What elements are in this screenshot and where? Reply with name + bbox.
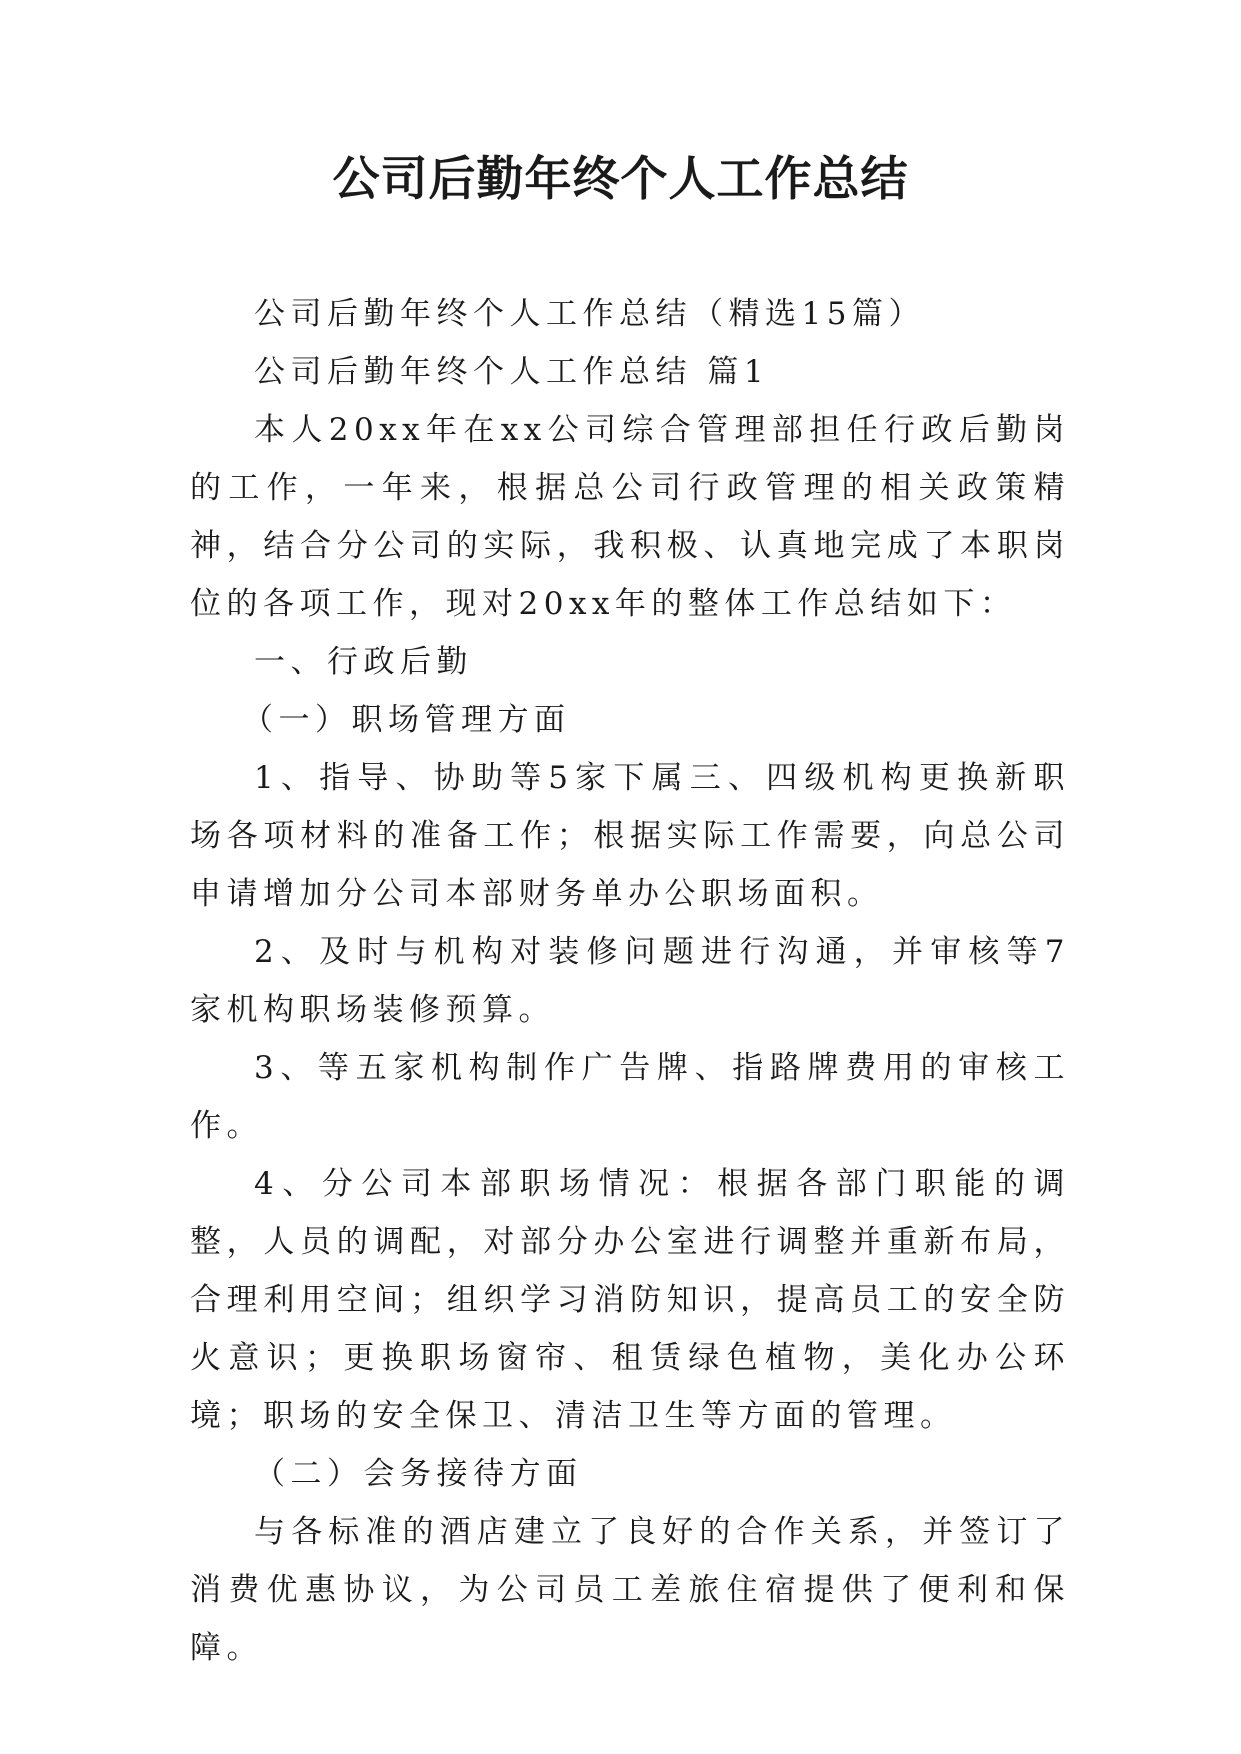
paragraph-section-heading: 公司后勤年终个人工作总结 篇1 [254, 354, 770, 390]
paragraph-reception-text: 与各标准的酒店建立了良好的合作关系，并签订了消费优惠协议，为公司员工差旅住宿提供了便利和保障。 [190, 1514, 1070, 1666]
paragraph-intro: 本人20xx年在xx公司综合管理部担任行政后勤岗的工作，一年来，根据总公司行政管理的相关政策精神，结合分公司的实际，我积极、认真地完成了本职岗位的各项工作，现对20xx年的整体工作总结如下： [190, 412, 1070, 622]
document-title: 公司后勤年终个人工作总结 [332, 152, 909, 207]
paragraph-item-3: 3、等五家机构制作广告牌、指路牌费用的审核工作。 [190, 1050, 1070, 1144]
document-body [190, 285, 1070, 1677]
paragraph-heading-admin: 一、行政后勤 [254, 644, 473, 680]
paragraph-subtitle: 公司后勤年终个人工作总结（精选15篇） [254, 296, 925, 332]
paragraph-item-2: 2、及时与机构对装修问题进行沟通，并审核等7家机构职场装修预算。 [190, 934, 1070, 1028]
paragraph-item-1: 1、指导、协助等5家下属三、四级机构更换新职场各项材料的准备工作；根据实际工作需要，向总公司申请增加分公司本部财务单办公职场面积。 [190, 760, 1070, 912]
paragraph-item-4: 4、分公司本部职场情况：根据各部门职能的调整，人员的调配，对部分办公室进行调整并重新布局，合理利用空间；组织学习消防知识，提高员工的安全防火意识；更换职场窗帘、租赁绿色植物，美化办公环境；职场的安全保卫、清洁卫生等方面的管理。 [190, 1166, 1070, 1434]
paragraph-heading-reception: （二）会务接待方面 [254, 1456, 583, 1492]
paragraph-heading-workplace: （一）职场管理方面 [242, 702, 571, 738]
